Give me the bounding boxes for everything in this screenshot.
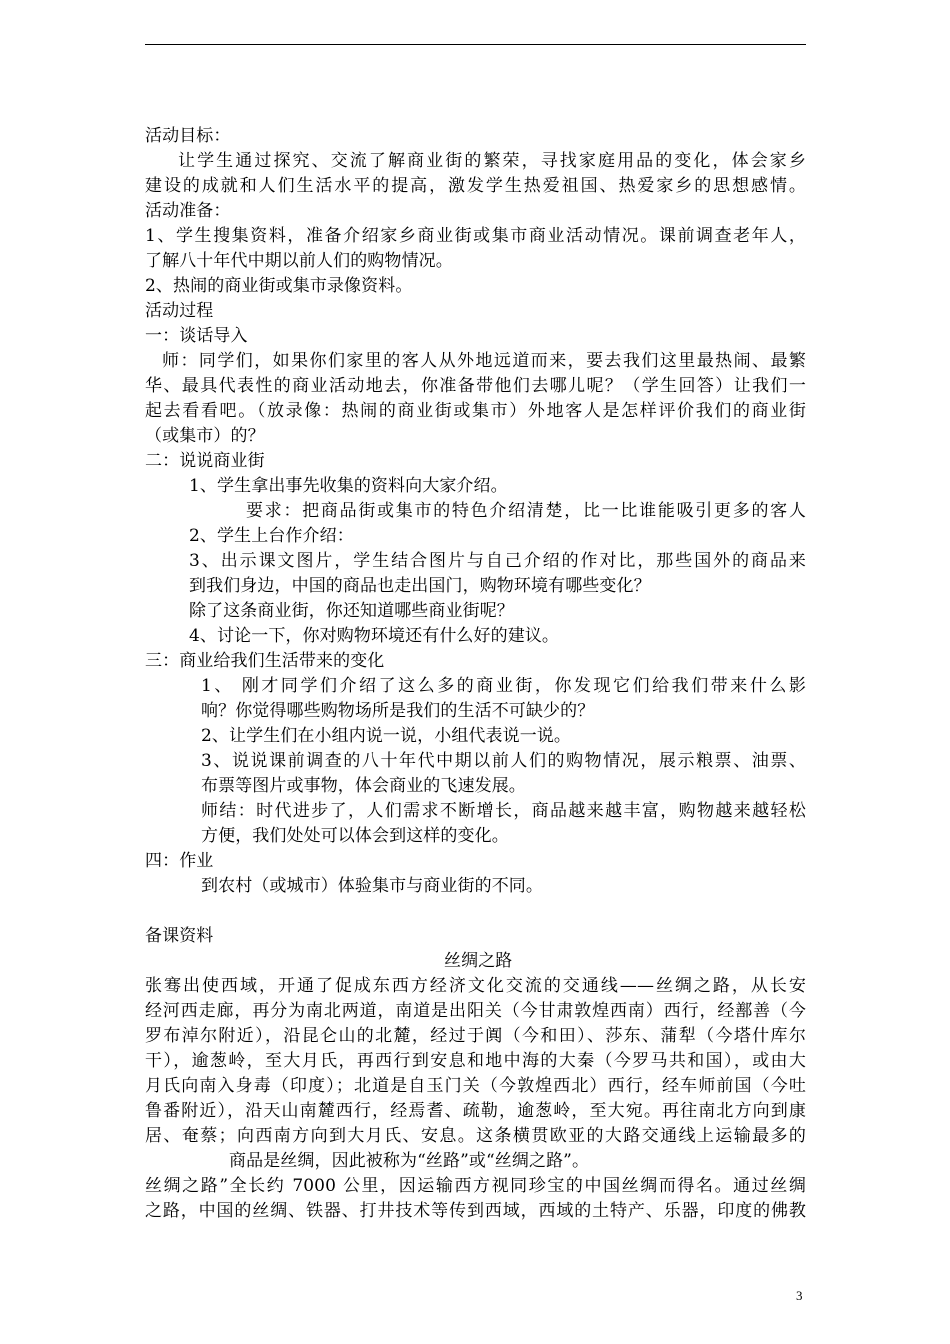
paragraph-line: 2、热闹的商业街或集市录像资料。: [145, 276, 413, 296]
paragraph-line: 月氏向南入身毒（印度）；北道是自玉门关（今敦煌西北）西行，经车师前国（今吐: [145, 1076, 806, 1096]
list-item: 布票等图片或事物，体会商业的飞速发展。: [201, 776, 526, 796]
paragraph-line: 到农村（或城市）体验集市与商业街的不同。: [201, 876, 543, 896]
list-item: 响？你觉得哪些购物场所是我们的生活不可缺少的？: [201, 701, 595, 721]
heading-activity-goal: 活动目标：: [145, 126, 231, 146]
list-item: 2、学生上台作介绍：: [189, 526, 354, 546]
paragraph-line: 了解八十年代中期以前人们的购物情况。: [145, 251, 453, 271]
list-item: 3、出示课文图片，学生结合图片与自己介绍的作对比，那些国外的商品来: [189, 551, 806, 571]
heading-activity-process: 活动过程: [145, 301, 214, 321]
page-number: 3: [796, 1288, 803, 1303]
paragraph-line: 华、最具代表性的商业活动地去，你准备带他们去哪儿呢？（学生回答）让我们一: [145, 376, 806, 396]
paragraph-line: （或集市）的？: [145, 426, 265, 446]
section-heading-1: 一：谈话导入: [145, 326, 248, 346]
paragraph-line: 商品是丝绸，因此被称为“丝路”或“丝绸之路”。: [229, 1151, 590, 1171]
paragraph-line: 居、奄蔡；向西南方向到大月氏、安息。这条横贯欧亚的大路交通线上运输最多的: [145, 1126, 806, 1146]
section-heading-3: 三：商业给我们生活带来的变化: [145, 651, 385, 671]
list-item: 1、学生拿出事先收集的资料向大家介绍。: [189, 476, 508, 496]
heading-reference-material: 备课资料: [145, 926, 214, 946]
paragraph-line: 1、学生搜集资料，准备介绍家乡商业街或集市商业活动情况。课前调查老年人，: [145, 226, 806, 246]
list-item: 师结：时代进步了，人们需求不断增长，商品越来越丰富，购物越来越轻松: [201, 801, 806, 821]
list-item: 2、让学生们在小组内说一说，小组代表说一说。: [201, 726, 572, 746]
list-item: 1、 刚才同学们介绍了这么多的商业街，你发现它们给我们带来什么影: [201, 676, 806, 696]
list-item: 到我们身边，中国的商品也走出国门，购物环境有哪些变化？: [189, 576, 651, 596]
paragraph-line: 干），逾葱岭，至大月氏，再西行到安息和地中海的大秦（今罗马共和国），或由大: [145, 1051, 806, 1071]
section-heading-4: 四：作业: [145, 851, 214, 871]
paragraph-line: 丝绸之路”全长约 7000 公里，因运输西方视同珍宝的中国丝绸而得名。通过丝绸: [145, 1176, 806, 1196]
list-item: 3、说说课前调查的八十年代中期以前人们的购物情况，展示粮票、油票、: [201, 751, 806, 771]
list-item: 除了这条商业街，你还知道哪些商业街呢？: [189, 601, 514, 621]
header-rule: [145, 44, 806, 45]
article-title: 丝绸之路: [444, 951, 513, 971]
list-item: 方便，我们处处可以体会到这样的变化。: [201, 826, 509, 846]
list-item: 要求：把商品街或集市的特色介绍清楚，比一比谁能吸引更多的客人: [246, 501, 806, 521]
paragraph-line: 经河西走廊，再分为南北两道，南道是出阳关（今甘肃敦煌西南）西行，经鄯善（今: [145, 1001, 806, 1021]
paragraph-line: 张骞出使西域，开通了促成东西方经济文化交流的交通线——丝绸之路，从长安: [145, 976, 806, 996]
list-item: 4、讨论一下，你对购物环境还有什么好的建议。: [189, 626, 560, 646]
paragraph-line: 让学生通过探究、交流了解商业街的繁荣，寻找家庭用品的变化，体会家乡: [178, 151, 806, 171]
paragraph-line: 起去看看吧。（放录像：热闹的商业街或集市）外地客人是怎样评价我们的商业街: [145, 401, 806, 421]
heading-activity-prep: 活动准备：: [145, 201, 231, 221]
paragraph-line: 罗布淖尔附近），沿昆仑山的北麓，经过于阗（今和田）、莎东、蒲犁（今塔什库尔: [145, 1026, 806, 1046]
paragraph-line: 之路，中国的丝绸、铁器、打井技术等传到西域，西域的土特产、乐器，印度的佛教: [145, 1201, 806, 1221]
paragraph-line: 建设的成就和人们生活水平的提高，激发学生热爱祖国、热爱家乡的思想感情。: [145, 176, 806, 196]
paragraph-line: 师：同学们，如果你们家里的客人从外地远道而来，要去我们这里最热闹、最繁: [162, 351, 806, 371]
section-heading-2: 二：说说商业街: [145, 451, 265, 471]
paragraph-line: 鲁番附近），沿天山南麓西行，经焉耆、疏勒，逾葱岭，至大宛。再往南北方向到康: [145, 1101, 806, 1121]
